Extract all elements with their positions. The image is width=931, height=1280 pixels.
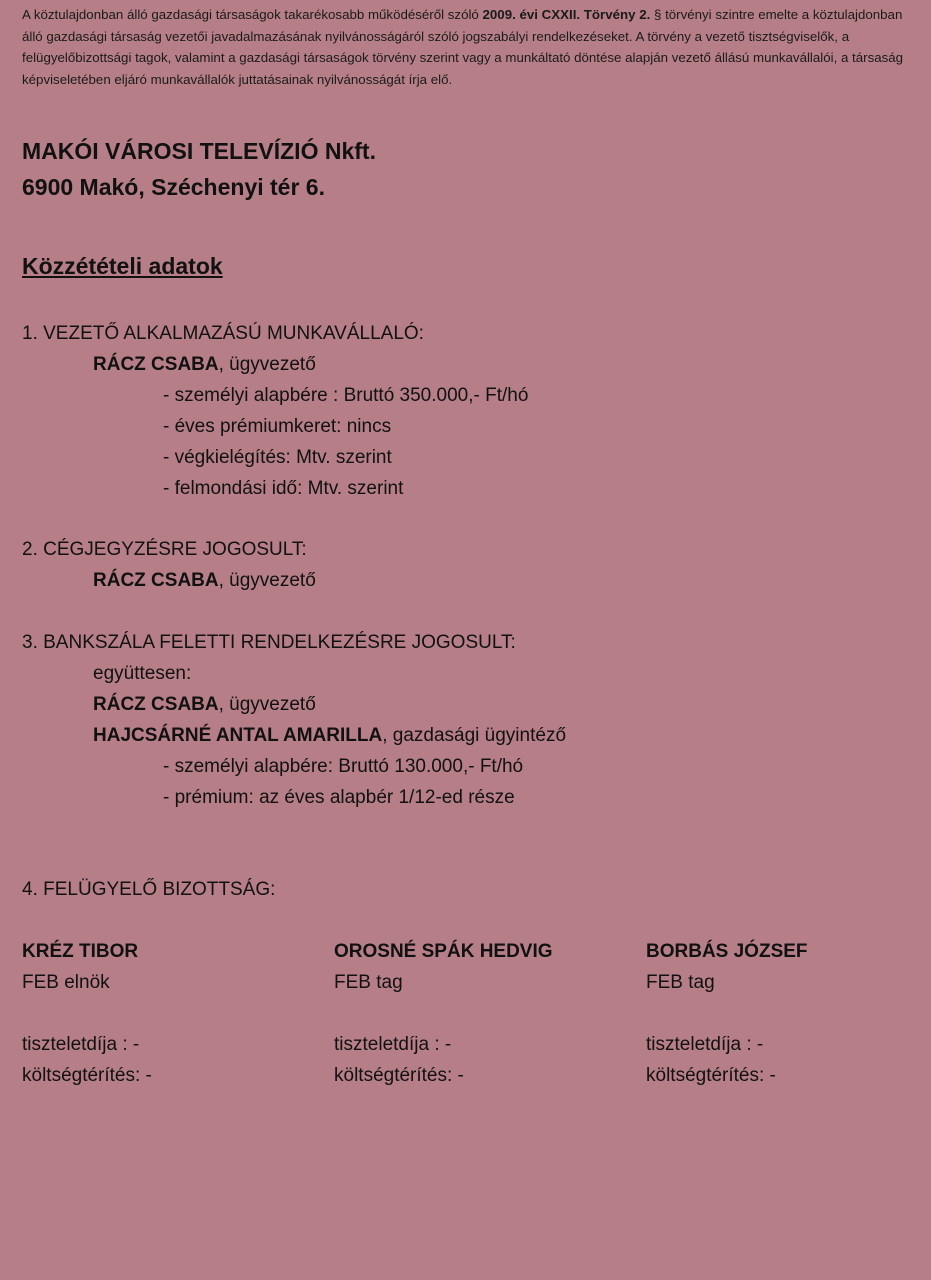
section2-title: 2. CÉGJEGYZÉSRE JOGOSULT: — [22, 539, 307, 560]
person-name: HAJCSÁRNÉ ANTAL AMARILLA — [93, 725, 383, 746]
intro-paragraph — [22, 4, 912, 90]
section3-item: - prémium: az éves alapbér 1/12-ed része — [163, 787, 515, 808]
section3-title: 3. BANKSZÁLA FELETTI RENDELKEZÉSRE JOGOSULT: — [22, 632, 516, 653]
member-role: FEB elnök — [22, 972, 110, 993]
company-name: MAKÓI VÁROSI TELEVÍZIÓ Nkft. — [22, 138, 376, 164]
person-name: RÁCZ CSABA — [93, 694, 219, 715]
member-name: BORBÁS JÓZSEF — [646, 941, 808, 962]
intro-law-reference: 2009. évi CXXII. Törvény 2. — [482, 7, 651, 22]
section3-jointly: együttesen: — [93, 663, 192, 684]
member-fee: tiszteletdíja : - — [334, 1034, 452, 1055]
section1-item: - felmondási idő: Mtv. szerint — [163, 478, 404, 499]
section3-person1 — [93, 693, 316, 717]
member-expense: költségtérítés: - — [646, 1065, 776, 1086]
intro-text-part1: A köztulajdonban álló gazdasági társaságok takarékosabb működéséről szóló — [22, 7, 483, 22]
section3-item: - személyi alapbére: Bruttó 130.000,- Ft/hó — [163, 756, 524, 777]
member-role: FEB tag — [646, 972, 715, 993]
member-expense: költségtérítés: - — [22, 1065, 152, 1086]
person-role: , ügyvezető — [218, 694, 316, 715]
section1-person — [93, 353, 316, 377]
person-name: RÁCZ CSABA — [93, 354, 219, 375]
person-name: RÁCZ CSABA — [93, 570, 219, 591]
section1-title: 1. VEZETŐ ALKALMAZÁSÚ MUNKAVÁLLALÓ: — [22, 323, 424, 344]
section-heading: Közzétételi adatok — [22, 253, 223, 279]
section1-item: - éves prémiumkeret: nincs — [163, 416, 392, 437]
member-name: OROSNÉ SPÁK HEDVIG — [334, 941, 553, 962]
section1-item: - személyi alapbére : Bruttó 350.000,- Ft/hó — [163, 385, 529, 406]
member-fee: tiszteletdíja : - — [646, 1034, 764, 1055]
company-address: 6900 Makó, Széchenyi tér 6. — [22, 174, 325, 200]
intro-text-part2: § törvényi szintre emelte a köztulajdonban álló gazdasági társaság vezetői javadalmazásának nyilvánosságáról szóló jogszabályi rendelkezéseket. A törvény a vezető tisztségviselők, a felügyelőbizottsági tagok, valamint a gazdasági társaságok törvény szerint vagy a munkáltató döntése alapján vezető állású munkavállalói, a társaság képviseletében eljáró munkavállalók juttatásainak nyilvánosságát írja elő. — [22, 7, 904, 87]
person-role: , gazdasági ügyintéző — [382, 725, 567, 746]
person-role: , ügyvezető — [218, 354, 316, 375]
section3-person2 — [93, 724, 566, 748]
member-fee: tiszteletdíja : - — [22, 1034, 140, 1055]
section1-item: - végkielégítés: Mtv. szerint — [163, 447, 392, 468]
section2-person — [93, 569, 316, 593]
section4-title: 4. FELÜGYELŐ BIZOTTSÁG: — [22, 879, 276, 900]
member-name: KRÉZ TIBOR — [22, 941, 139, 962]
person-role: , ügyvezető — [218, 570, 316, 591]
member-expense: költségtérítés: - — [334, 1065, 464, 1086]
member-role: FEB tag — [334, 972, 403, 993]
